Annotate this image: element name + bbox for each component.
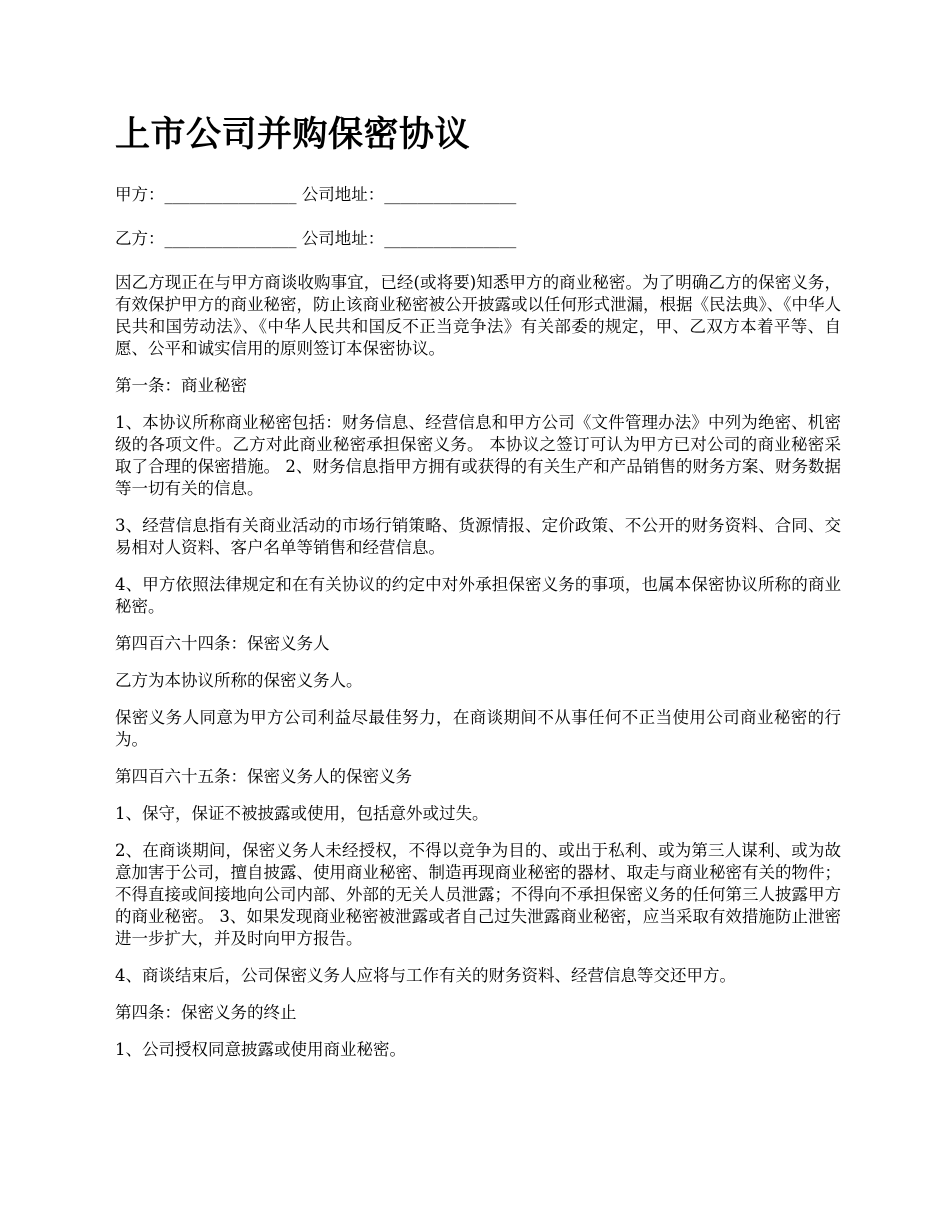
article-heading: 第四百六十四条：保密义务人 <box>115 634 330 653</box>
document-title: 上市公司并购保密协议 <box>115 115 471 155</box>
party-b-blank: ________________ <box>164 229 297 248</box>
party-a-blank: ________________ <box>164 185 297 204</box>
party-a-line <box>115 184 841 206</box>
party-a-label: 甲方： <box>115 185 165 204</box>
clause-paragraph: 2、在商谈期间，保密义务人未经授权，不得以竞争为目的、或出于私利、或为第三人谋利、或为故意加害于公司，擅自披露、使用商业秘密、制造再现商业秘密的器材、取走与商业秘密有关的物件；不得直接或间接地向公司内部、外部的无关人员泄露；不得向不承担保密义务的任何第三人披露甲方的商业秘密。 3、如果发现商业秘密被泄露或者自己过失泄露商业秘密，应当采取有效措施防止泄密进一步扩大，并及时向甲方报告。 <box>115 841 841 948</box>
party-a-address-label: 公司地址： <box>301 185 385 204</box>
clause-paragraph: 乙方为本协议所称的保密义务人。 <box>115 671 363 690</box>
clause-paragraph: 保密义务人同意为甲方公司利益尽最佳努力，在商谈期间不从事任何不正当使用公司商业秘密的行为。 <box>115 708 841 749</box>
clause-paragraph: 4、商谈结束后，公司保密义务人应将与工作有关的财务资料、经营信息等交还甲方。 <box>115 966 736 985</box>
article-heading: 第一条：商业秘密 <box>115 376 247 395</box>
document-page <box>115 110 841 1076</box>
article-heading: 第四百六十五条：保密义务人的保密义务 <box>115 767 412 786</box>
party-b-address-blank: ________________ <box>384 229 517 248</box>
clause-paragraph: 3、经营信息指有关商业活动的市场行销策略、货源情报、定价政策、不公开的财务资料、合同、交易相对人资料、客户名单等销售和经营信息。 <box>115 516 841 557</box>
clause-paragraph: 4、甲方依照法律规定和在有关协议的约定中对外承担保密义务的事项，也属本保密协议所称的商业秘密。 <box>115 575 841 616</box>
preamble-paragraph: 因乙方现正在与甲方商谈收购事宜，已经(或将要)知悉甲方的商业秘密。为了明确乙方的保密义务，有效保护甲方的商业秘密，防止该商业秘密被公开披露或以任何形式泄漏，根据《民法典》、《中华人民共和国劳动法》、《中华人民共和国反不正当竞争法》有关部委的规定，甲、乙双方本着平等、自愿、公平和诚实信用的原则签订本保密协议。 <box>115 273 841 358</box>
clause-paragraph: 1、本协议所称商业秘密包括：财务信息、经营信息和甲方公司《文件管理办法》中列为绝密、机密级的各项文件。乙方对此商业秘密承担保密义务。 本协议之签订可认为甲方已对公司的商业秘密采取了合理的保密措施。 2、财务信息指甲方拥有或获得的有关生产和产品销售的财务方案、财务数据等一切有关的信息。 <box>115 413 841 498</box>
party-b-line <box>115 228 841 250</box>
clause-paragraph: 1、保守，保证不被披露或使用，包括意外或过失。 <box>115 804 489 823</box>
party-b-address-label: 公司地址： <box>301 229 385 248</box>
party-b-label: 乙方： <box>115 229 165 248</box>
clause-paragraph: 1、公司授权同意披露或使用商业秘密。 <box>115 1040 406 1059</box>
article-heading: 第四条：保密义务的终止 <box>115 1003 297 1022</box>
party-a-address-blank: ________________ <box>384 185 517 204</box>
